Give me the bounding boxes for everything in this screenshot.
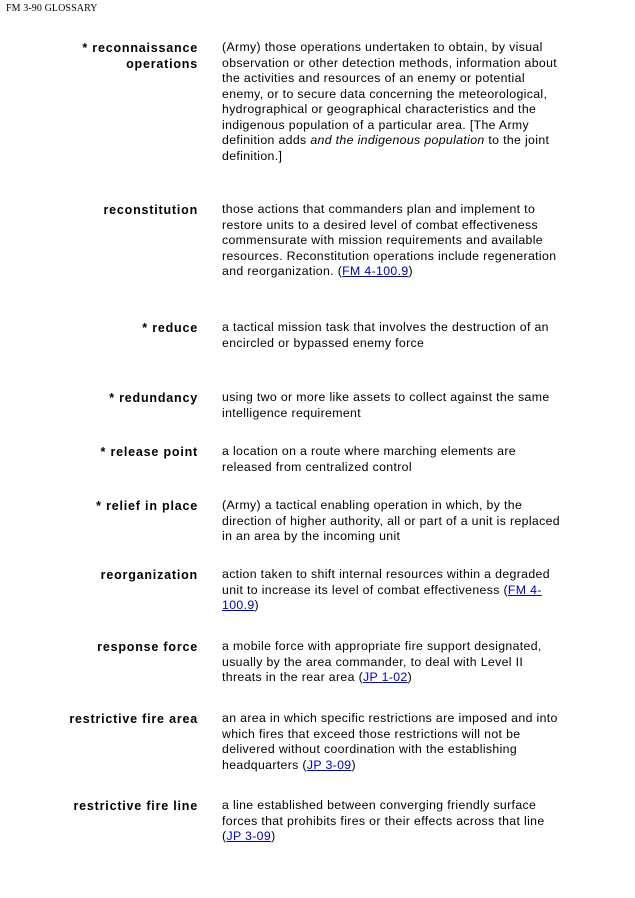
glossary-term: * reduce — [142, 321, 198, 335]
glossary-definition — [222, 40, 562, 164]
definition-text: those actions that commanders plan and implement to restore units to a desired level of combat effectiveness commensurate with mission requirements and available resources. Reconstitution operations include regeneration and reorganization. ( — [222, 202, 557, 278]
glossary-definition — [222, 711, 562, 773]
reference-link[interactable]: JP 3-09 — [306, 757, 352, 772]
glossary-definition — [222, 639, 562, 686]
definition-emphasis: and the indigenous population — [310, 133, 485, 147]
glossary-term: restrictive fire line — [73, 799, 198, 813]
glossary-definition — [222, 798, 562, 845]
glossary-term: * release point — [100, 445, 198, 459]
glossary-definition — [222, 567, 562, 614]
reference-link[interactable]: JP 1-02 — [363, 670, 408, 684]
glossary-term — [82, 40, 198, 72]
glossary-definition: (Army) a tactical enabling operation in which, by the direction of higher authority, all or part of a unit is replaced in an area by the incoming unit — [222, 498, 560, 543]
definition-text: a mobile force with appropriate fire support designated, usually by the area commander, to deal with Level II threats in the rear area ( — [222, 639, 542, 684]
definition-text: action taken to shift internal resources within a degraded unit to increase its level of combat effectiveness ( — [222, 567, 550, 597]
reference-link[interactable]: FM 4-100.9 — [342, 264, 409, 278]
glossary-definition: a tactical mission task that involves the destruction of an encircled or bypassed enemy force — [222, 320, 549, 350]
definition-text: a line established between converging friendly surface forces that prohibits fires or their effects across that line ( — [222, 798, 545, 843]
definition-tail: ) — [271, 829, 276, 843]
glossary-term: restrictive fire area — [69, 712, 198, 726]
glossary-term: * relief in place — [96, 499, 198, 513]
glossary-definition — [222, 202, 562, 280]
glossary-term: * redundancy — [109, 391, 198, 405]
glossary-definition: using two or more like assets to collect against the same intelligence requirement — [222, 390, 550, 420]
definition-text: an area in which specific restrictions are imposed and into which fires that exceed those restrictions will not be delivered without coordination with the establishing headquarters ( — [222, 711, 558, 772]
definition-tail: ) — [254, 598, 259, 612]
reference-link[interactable]: FM 4-100.9 — [222, 582, 542, 612]
term-line: operations — [126, 57, 198, 71]
definition-tail: ) — [351, 757, 356, 772]
glossary-term: reorganization — [100, 568, 198, 582]
term-line: * reconnaissance — [82, 41, 198, 55]
definition-tail: ) — [408, 264, 413, 278]
glossary-term: response force — [97, 640, 198, 654]
glossary-term: reconstitution — [103, 203, 198, 217]
page-header: FM 3-90 GLOSSARY — [6, 3, 98, 14]
definition-tail: ) — [407, 670, 413, 684]
definition-text: to the joint definition.] — [222, 133, 550, 163]
reference-link[interactable]: JP 3-09 — [226, 829, 272, 843]
definition-text: (Army) those operations undertaken to obtain, by visual observation or other detection methods, information about the activities and resources of an enemy or potential enemy, or to secure data concerning the meteorological, hydrographical or geographical characteristics and the indigenous population of a particular area. [The Army definition adds — [222, 40, 558, 147]
glossary-definition: a location on a route where marching elements are released from centralized control — [222, 444, 516, 474]
